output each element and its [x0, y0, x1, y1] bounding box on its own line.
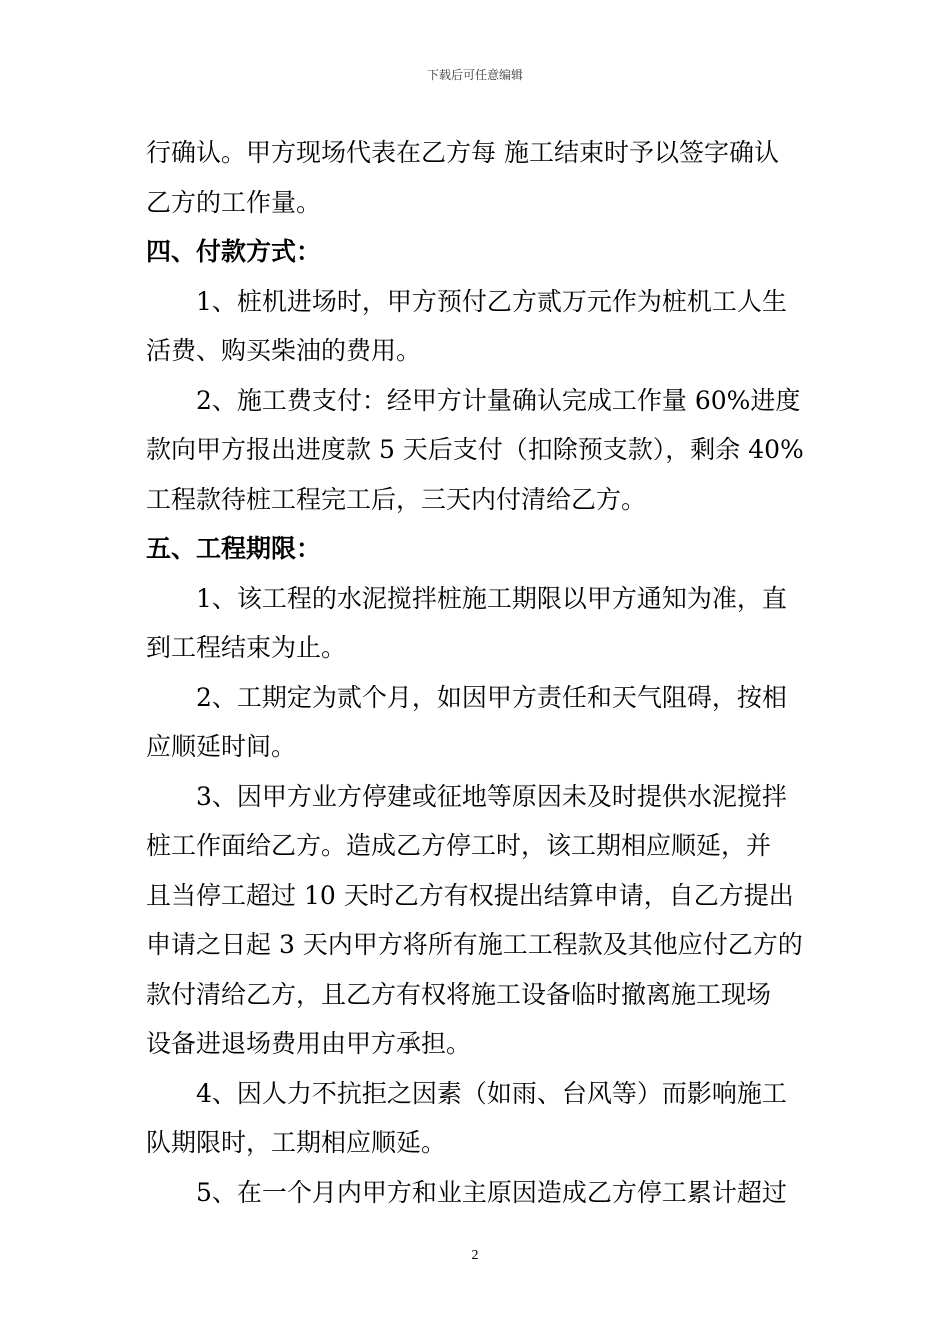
text-line: 应顺延时间。	[146, 732, 297, 761]
section-heading-schedule: 五、工程期限：	[146, 534, 322, 563]
text-line: 3、因甲方业方停建或征地等原因未及时提供水泥搅拌	[196, 781, 787, 811]
text-line: 且当停工超过 10 天时乙方有权提出结算申请，自乙方提出	[146, 880, 794, 910]
text-line: 工程款待桩工程完工后，三天内付清给乙方。	[146, 484, 647, 514]
text-line: 款向甲方报出进度款 5 天后支付（扣除预支款），剩余 40%	[146, 435, 804, 464]
text-line: 1、桩机进场时，甲方预付乙方贰万元作为桩机工人生	[196, 286, 787, 316]
text-line: 款付清给乙方，且乙方有权将施工设备临时撤离施工现场	[146, 979, 772, 1009]
text-line: 活费、购买柴油的费用。	[146, 336, 422, 365]
text-line: 乙方的工作量。	[146, 187, 322, 217]
text-line: 2、施工费支付：经甲方计量确认完成工作量 60%进度	[196, 385, 801, 415]
text-line: 5、在一个月内甲方和业主原因造成乙方停工累计超过	[196, 1177, 787, 1207]
text-line: 设备进退场费用由甲方承担。	[146, 1029, 472, 1058]
page-number: 2	[471, 1248, 479, 1263]
section-heading-payment: 四、付款方式：	[146, 237, 322, 266]
header-note: 下载后可任意编辑	[426, 68, 523, 82]
text-line: 2、工期定为贰个月，如因甲方责任和天气阻碍，按相	[196, 682, 787, 712]
document-body	[146, 128, 808, 1217]
text-line: 桩工作面给乙方。造成乙方停工时，该工期相应顺延，并	[146, 831, 772, 860]
text-line: 申请之日起 3 天内甲方将所有施工工程款及其他应付乙方的	[146, 930, 803, 959]
text-line: 行确认。甲方现场代表在乙方每 施工结束时予以签字确认	[146, 138, 779, 167]
text-line: 1、该工程的水泥搅拌桩施工期限以甲方通知为准，直	[196, 583, 787, 613]
text-line: 4、因人力不抗拒之因素（如雨、台风等）而影响施工	[196, 1078, 787, 1108]
text-line: 队期限时，工期相应顺延。	[146, 1128, 447, 1157]
text-line: 到工程结束为止。	[146, 633, 347, 662]
